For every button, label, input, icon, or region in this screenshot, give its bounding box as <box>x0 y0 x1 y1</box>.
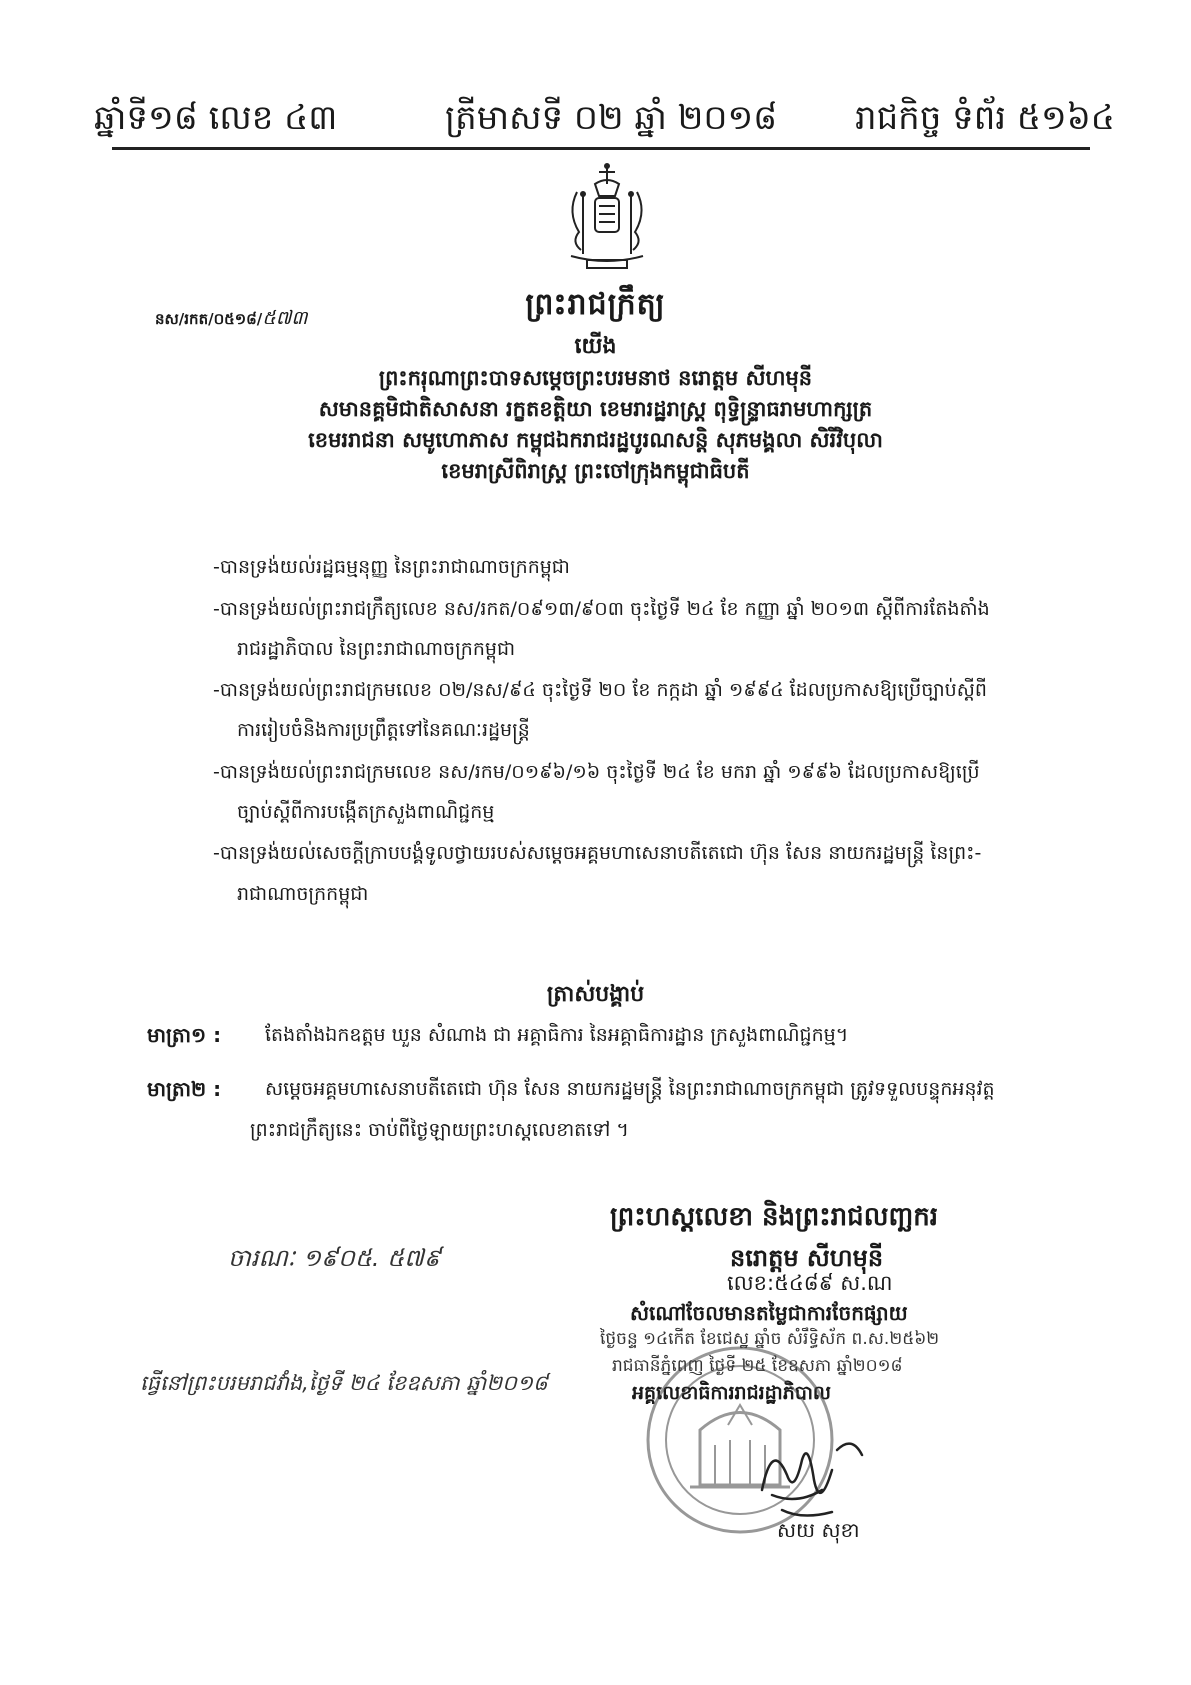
article-1-text: តែងតាំងឯកឧត្តម ឃួន សំណាង ជា អគ្គាធិការ នៃអគ្គាធិការដ្ឋាន ក្រសួងពាណិជ្ជកម្ម។ <box>265 1024 849 1046</box>
consideration-line: -បានទ្រង់យល់សេចក្តីក្រាបបង្គំទូលថ្វាយរបស់សម្តេចអគ្គមហាសេនាបតីតេជោ ហ៊ុន សែន នាយករដ្ឋមន្ត្រី នៃព្រះ- <box>213 842 982 864</box>
secretary-general-office: អគ្គលេខាធិការរាជរដ្ឋាភិបាល <box>632 1382 831 1404</box>
king-title-line: សមានគ្គមិជាតិសាសនា រក្ខតខត្តិយា ខេមរារដ្ឋរាស្ត្រ ពុទ្ធិន្ទ្រាធរាមហាក្សត្រ <box>318 397 873 421</box>
handwritten-signature-icon <box>742 1420 892 1530</box>
certified-copy-title: សំណៅចែលមានតម្លៃជាការចែកផ្សាយ <box>630 1301 908 1325</box>
royal-emblem-icon <box>557 162 657 274</box>
article-1-label: មាត្រា១ : <box>147 1023 222 1047</box>
reference-handwritten: ៥៧៣ <box>262 307 308 329</box>
king-title-line: ខេមររាជនា សមូហោភាស កម្ពុជឯករាជរដ្ឋបូរណសន្តិ សុភមង្គលា សិរីវិបុលា <box>308 428 883 452</box>
header-rule <box>112 147 1090 150</box>
article-2-label: មាត្រា២ : <box>147 1077 222 1101</box>
article-2-text: ព្រះរាជក្រឹត្យនេះ ចាប់ពីថ្ងៃឡាយព្រះហស្តលេខាតទៅ ។ <box>250 1119 629 1141</box>
header-page: រាជកិច្ច ទំព័រ ៥១៦៤ <box>855 98 1115 138</box>
handwritten-registration: ចារណៈ ១៩០៥. ៥៧៩ <box>228 1244 441 1272</box>
king-name: នរោត្តម សីហមុនី <box>730 1244 884 1272</box>
consideration-line: -បានទ្រង់យល់ព្រះរាជក្រមលេខ ០២/នស/៩៤ ចុះថ្ងៃទី ២០ ខែ កក្កដា ឆ្នាំ ១៩៩៤ ដែលប្រកាសឱ្យប្រើច្បាប់ស្តីពី <box>213 679 987 701</box>
consideration-line: ការរៀបចំនិងការប្រព្រឹត្តទៅនៃគណៈរដ្ឋមន្ត្រី <box>237 719 530 741</box>
royal-signature-title: ព្រះហស្តលេខា និងព្រះរាជលញ្ឆករ <box>610 1202 938 1232</box>
decree-title: ព្រះរាជក្រឹត្យ <box>525 287 666 322</box>
consideration-line: -បានទ្រង់យល់ព្រះរាជក្រមលេខ នស/រកម/០១៩៦/១៦ ចុះថ្ងៃទី ២៤ ខែ មករា ឆ្នាំ ១៩៩៦ ដែលប្រកាសឱ្យប្រើ <box>213 761 980 783</box>
consideration-line: -បានទ្រង់យល់ព្រះរាជក្រឹត្យលេខ នស/រកត/០៩១៣/៩០៣ ចុះថ្ងៃទី ២៤ ខែ កញ្ញា ឆ្នាំ ២០១៣ ស្តីពីការតែងតាំង <box>213 598 990 620</box>
done-at-line: ធ្វើនៅព្រះបរមរាជវាំង,ថ្ងៃទី ២៤ ខែឧសភា ឆ្នាំ២០១៨ <box>140 1371 548 1395</box>
decree-number: លេខ:៥៤៨៩ ស.ណ <box>727 1271 893 1295</box>
king-title-line: ខេមរាស្រីពិរាស្ត្រ ព្រះចៅក្រុងកម្ពុជាធិបតី <box>441 459 750 483</box>
certified-copy-date: រាជធានីភ្នំពេញ ថ្ងៃទី ២៥ ខែឧសភា ឆ្នាំ២០១៨ <box>612 1356 903 1376</box>
consideration-line: រាជាណាចក្រកម្ពុជា <box>237 883 369 905</box>
header-issue: ឆ្នាំទី១៨ លេខ ៤៣ <box>94 98 338 138</box>
consideration-line: រាជរដ្ឋាភិបាល នៃព្រះរាជាណាចក្រកម្ពុជា <box>237 638 516 660</box>
consideration-line: ច្បាប់ស្តីពីការបង្កើតក្រសួងពាណិជ្ជកម្ម <box>237 801 495 823</box>
signer-name: សយ សុខា <box>777 1518 860 1542</box>
decides-heading: ត្រាស់បង្គាប់ <box>546 982 645 1007</box>
we-heading: យើង <box>574 334 617 359</box>
lunar-date: ថ្ងៃចន្ទ ១៤កើត ខែជេស្ឋ ឆ្នាំច សំរឹទ្ធិស័ក ព.ស.២៥៦២ <box>600 1329 940 1349</box>
reference-printed: នស/រកត/០៥១៨/ <box>155 310 263 328</box>
article-2-text: សម្តេចអគ្គមហាសេនាបតីតេជោ ហ៊ុន សែន នាយករដ្ឋមន្ត្រី នៃព្រះរាជាណាចក្រកម្ពុជា ត្រូវទទួលបន្ទុកអនុវត្ត <box>265 1078 995 1100</box>
header-quarter: ត្រីមាសទី ០២ ឆ្នាំ ២០១៨ <box>445 98 778 138</box>
reference-number <box>155 306 308 334</box>
king-title-line: ព្រះករុណាព្រះបាទសម្តេចព្រះបរមនាថ នរោត្តម សីហមុនី <box>378 366 813 390</box>
consideration-line: -បានទ្រង់យល់រដ្ឋធម្មនុញ្ញ នៃព្រះរាជាណាចក្រកម្ពុជា <box>213 556 570 578</box>
